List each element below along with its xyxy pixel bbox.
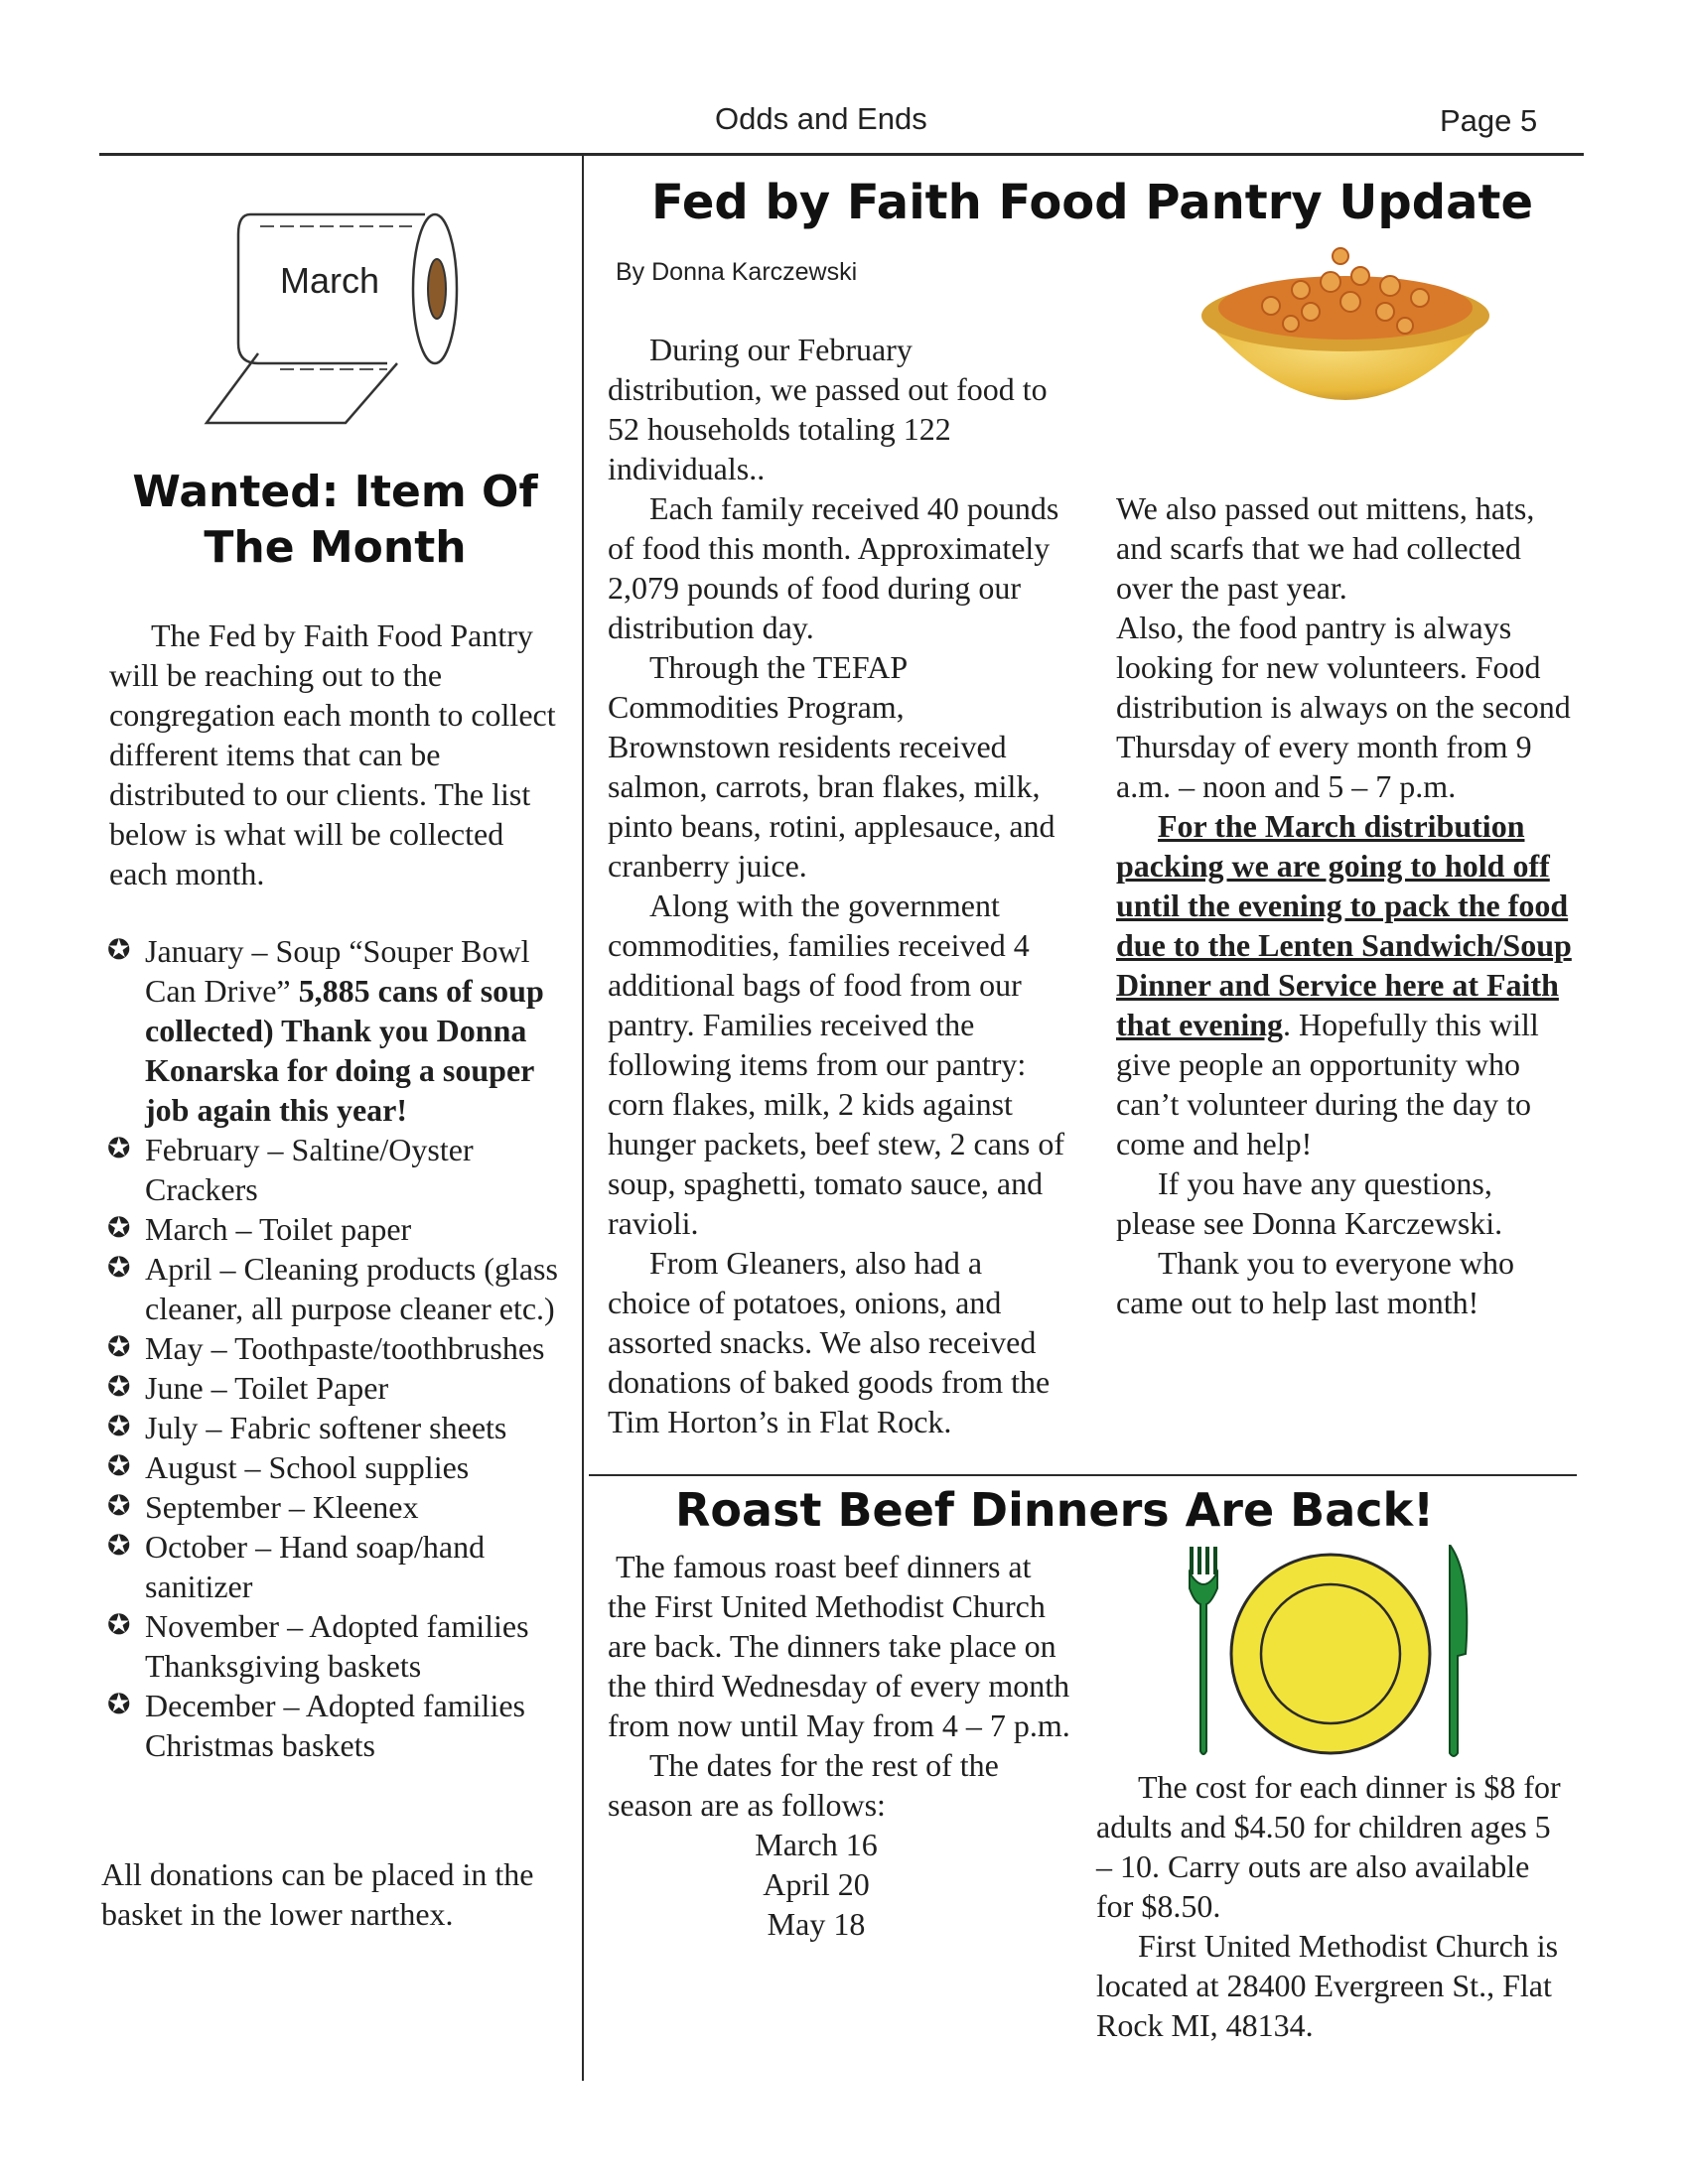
list-item <box>105 1527 572 1606</box>
item-of-month-intro: The Fed by Faith Food Pantry will be reaching out to the congregation each month to collect different items that can be distributed to our clients. The list below is what will be collected each month. <box>109 617 556 891</box>
pantry-paragraph: Along with the government commodities, families received 4 additional bags of food from our pantry. Families received the following items from our pantry: corn flakes, milk, 2 kids against hunger packets, beef stew, 2 cans of soup, spaghetti, tomato sauce, and ravioli. <box>608 887 1064 1241</box>
star-bullet-icon: ✪ <box>107 935 131 966</box>
item-text: May – Toothpaste/toothbrushes <box>145 1330 545 1366</box>
roast-paragraph: The cost for each dinner is $8 for adults and $4.50 for children ages 5 – 10. Carry outs are also available for $8.50. <box>1096 1769 1561 1924</box>
roast-date: March 16 <box>755 1827 878 1862</box>
pantry-paragraph: Through the TEFAP Commodities Program, Brownstown residents received salmon, carrots, bran flakes, milk, pinto beans, rotini, applesauce, and cranberry juice. <box>608 649 1055 884</box>
roast-dates <box>608 1825 1025 1944</box>
item-text: February – Saltine/Oyster Crackers <box>145 1132 474 1207</box>
pantry-paragraph: During our February distribution, we passed out food to 52 households totaling 122 individuals.. <box>608 332 1048 486</box>
roast-column-2 <box>1096 1767 1573 2045</box>
pantry-paragraph: We also passed out mittens, hats, and scarfs that we had collected over the past year. <box>1116 490 1535 606</box>
pantry-byline: By Donna Karczewski <box>616 258 858 286</box>
item-of-month-heading <box>99 465 571 576</box>
list-item <box>105 1686 572 1765</box>
roast-date: May 18 <box>767 1906 866 1942</box>
star-bullet-icon: ✪ <box>107 1372 131 1403</box>
star-bullet-icon: ✪ <box>107 1690 131 1720</box>
roast-title: Roast Beef Dinners Are Back! <box>675 1483 1435 1537</box>
star-bullet-icon: ✪ <box>107 1332 131 1363</box>
list-item <box>105 1368 572 1408</box>
list-item <box>105 1447 572 1487</box>
heading-line-2: The Month <box>204 522 467 573</box>
header-rule <box>99 153 1584 156</box>
list-item <box>105 1606 572 1686</box>
pantry-paragraph: If you have any questions, please see Donna Karczewski. <box>1116 1165 1503 1241</box>
roast-paragraph: The famous roast beef dinners at the First United Methodist Church are back. The dinners take place on the third Wednesday of every month from now until May from 4 – 7 p.m. <box>608 1549 1070 1743</box>
section-divider <box>589 1474 1577 1476</box>
section-title: Odds and Ends <box>715 101 927 136</box>
list-item <box>105 1249 572 1328</box>
list-item <box>105 1130 572 1209</box>
column-divider <box>582 155 584 2081</box>
item-text: September – Kleenex <box>145 1489 419 1525</box>
star-bullet-icon: ✪ <box>107 1134 131 1164</box>
roast-paragraph: First United Methodist Church is located at 28400 Evergreen St., Flat Rock MI, 48134. <box>1096 1928 1559 2043</box>
list-item <box>105 1408 572 1447</box>
star-bullet-icon: ✪ <box>107 1253 131 1284</box>
roast-column-1 <box>608 1547 1074 1944</box>
item-text: April – Cleaning products (glass cleaner, all purpose cleaner etc.) <box>145 1251 558 1326</box>
item-text: October – Hand soap/hand sanitizer <box>145 1529 486 1604</box>
pantry-title: Fed by Faith Food Pantry Update <box>651 175 1533 230</box>
star-bullet-icon: ✪ <box>107 1610 131 1641</box>
star-bullet-icon: ✪ <box>107 1213 131 1244</box>
toilet-paper-icon <box>199 195 477 441</box>
item-text: July – Fabric softener sheets <box>145 1410 507 1445</box>
pantry-paragraph: Also, the food pantry is always looking for new volunteers. Food distribution is always on the second Thursday of every month from 9 a.m. – noon and 5 – 7 p.m. <box>1116 610 1571 804</box>
item-text: August – School supplies <box>145 1449 470 1485</box>
monthly-items-list <box>105 931 572 1765</box>
heading-line-1: Wanted: Item Of <box>132 467 538 517</box>
list-item <box>105 1487 572 1527</box>
roast-date: April 20 <box>763 1866 870 1902</box>
roll-label: March <box>280 260 380 301</box>
star-bullet-icon: ✪ <box>107 1491 131 1522</box>
donations-note: All donations can be placed in the basket in the lower narthex. <box>101 1856 534 1932</box>
item-text: November – Adopted families Thanksgiving baskets <box>145 1608 529 1684</box>
star-bullet-icon: ✪ <box>107 1412 131 1442</box>
star-bullet-icon: ✪ <box>107 1531 131 1562</box>
roast-paragraph: The dates for the rest of the season are as follows: <box>608 1747 999 1823</box>
pantry-paragraph: Each family received 40 pounds of food this month. Approximately 2,079 pounds of food during our distribution day. <box>608 490 1059 645</box>
pantry-paragraph: From Gleaners, also had a choice of potatoes, onions, and assorted snacks. We also received donations of baked goods from the Tim Horton’s in Flat Rock. <box>608 1245 1051 1439</box>
page-number: Page 5 <box>1440 103 1538 138</box>
item-text: December – Adopted families Christmas baskets <box>145 1688 525 1763</box>
pantry-column-2 <box>1116 488 1573 1322</box>
pantry-paragraph <box>1116 806 1573 1163</box>
pasta-bowl-image <box>1192 246 1499 465</box>
list-item <box>105 931 572 1130</box>
item-text: June – Toilet Paper <box>145 1370 389 1406</box>
star-bullet-icon: ✪ <box>107 1451 131 1482</box>
item-text: March – Toilet paper <box>145 1211 412 1247</box>
march-packing-notice: For the March distribution packing we are going to hold off until the evening to pack the food due to the Lenten Sandwich/Soup Dinner and Service here at Faith that evening <box>1116 808 1572 1042</box>
pantry-paragraph: Thank you to everyone who came out to help last month! <box>1116 1245 1515 1320</box>
plate-and-cutlery-image <box>1182 1545 1479 1763</box>
notice-continuation: . Hopefully this will give people an opportunity who can’t volunteer during the day to come and help! <box>1116 1007 1539 1161</box>
list-item <box>105 1328 572 1368</box>
item-text: January – Soup “Souper Bowl Can Drive” <box>145 933 530 1009</box>
list-item <box>105 1209 572 1249</box>
pantry-column-1 <box>608 330 1064 1441</box>
item-highlight: 5,885 cans of soup collected) Thank you Donna Konarska for doing a souper job again this year! <box>145 973 544 1128</box>
